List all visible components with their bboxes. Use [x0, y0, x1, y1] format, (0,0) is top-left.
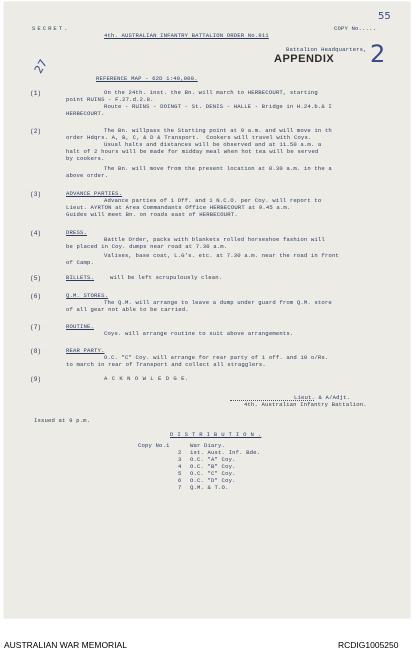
folio-number: 55 [378, 11, 391, 22]
para-number: (9) [30, 376, 42, 383]
reference-map: REFERENCE MAP - 62D 1:40,000. [96, 75, 198, 82]
distribution-recipient: O.C. "D" Coy. [190, 477, 236, 484]
distribution-heading: D I S T R I B U T I O N . [170, 431, 262, 438]
footer-institution: AUSTRALIAN WAR MEMORIAL [4, 640, 127, 650]
para-line: On the 24th. inst. the Bn. will march to HERBECOURT, starting [104, 89, 318, 96]
para-line: point RUINS - F.27.d.2.8. [66, 96, 154, 103]
para-line: be placed in Coy. dumps near road at 7.30 a.m. [66, 243, 228, 250]
para-line: Lieut. AYRTON at Area Commandants Office HERBECOURT at 9.45 a.m. [66, 204, 291, 211]
signature-unit: 4th. Australian Infantry Battalion. [244, 401, 367, 408]
margin-number: 27 [31, 57, 51, 76]
para-number: (8) [30, 348, 42, 355]
distribution-copy: 6 [178, 477, 182, 484]
para-line: by cookers. [66, 155, 105, 162]
signature-rank: Lieut. & A/Adjt. [294, 394, 351, 401]
hq-location: Battalion Headquarters, [286, 46, 367, 53]
para-heading: BILLETS. [66, 274, 95, 281]
para-line: The Bn. will move from the present location at 8.30 a.m. in the a [104, 165, 332, 172]
para-line: Usual halts and distances will be observed and at 11.50 a.m. a [104, 141, 322, 148]
para-line: The Bn. willpass the Starting point at 9 a.m. and will move in th [104, 127, 332, 134]
distribution-copy: 4 [178, 463, 182, 470]
para-number: (4) [30, 230, 42, 237]
para-line: above order. [66, 172, 109, 179]
distribution-copy: 3 [178, 456, 182, 463]
para-line: The Q.M. will arrange to leave a dump under guard from Q.M. store [104, 299, 332, 306]
para-number: (5) [30, 275, 42, 282]
para-heading: Q.M. STORES. [66, 292, 109, 299]
distribution-recipient: O.C. "B" Coy. [190, 463, 236, 470]
para-line: of all gear not able to be carried. [66, 306, 189, 313]
distribution-copy: 2 [178, 449, 182, 456]
para-line: Coys. will arrange routine to suit above arrangements. [104, 330, 294, 337]
appendix-stamp: APPENDIX [274, 53, 335, 65]
para-line: of Camp. [66, 259, 95, 266]
para-number: (3) [30, 191, 42, 198]
para-heading: REAR PARTY. [66, 347, 105, 354]
para-number: (7) [30, 324, 42, 331]
para-line: Guides will meet Bn. on roads east of HERBECOURT. [66, 211, 238, 218]
para-number: (2) [30, 128, 42, 135]
para-line: O.C. "C" Coy. will arrange for rear party of 1 off. and 10 o/Rs. [104, 354, 329, 361]
secret-label: SECRET. [32, 25, 70, 32]
para-line: halt of 2 hours will be made for midday meal when hot tea will be served [66, 148, 319, 155]
distribution-recipient: War Diary. [190, 442, 226, 449]
para-number: (1) [30, 90, 42, 97]
distribution-copy: 7 [178, 484, 182, 491]
para-line: Route - RUINS - DOINGT - St. DENIS - HALLE - Bridge in H.24.b.& I [104, 103, 332, 110]
para-heading: ADVANCE PARTIES. [66, 190, 123, 197]
distribution-recipient: Q.M. & T.O. [190, 484, 229, 491]
para-line: Advance parties of 1 Off. and 1 N.C.O. per Coy. will report to [104, 197, 322, 204]
footer-record-id: RCDIG1005250 [338, 640, 399, 650]
copy-number: COPY No..... [334, 25, 377, 32]
para-line: order Hdqrs. A, B, C, & D & Transport. Cookers will travel with Coys. [66, 134, 312, 141]
para-heading: ROUTINE. [66, 323, 95, 330]
para-line: Battle Order, packs with blankets rolled horseshoe fashion will [104, 236, 325, 243]
distribution-recipient: 1st. Aust. Inf. Bde. [190, 449, 261, 456]
order-title: 4th. AUSTRALIAN INFANTRY BATTALION ORDER No.911 [104, 32, 269, 39]
appendix-number: 2 [370, 40, 386, 68]
distribution-recipient: O.C. "C" Coy. [190, 470, 236, 477]
para-number: (6) [30, 293, 42, 300]
distribution-copy: 5 [178, 470, 182, 477]
para-line: to march in rear of Transport and collect all stragglers. [66, 361, 266, 368]
para-line: Valises, base coat, L.G's. etc. at 7.30 a.m. near the road in front [104, 252, 339, 259]
acknowledge-line: A C K N O W L E D G E. [104, 375, 189, 382]
issued-time: Issued at 9 p.m. [34, 417, 91, 424]
distribution-copy: Copy No.1 [138, 442, 170, 449]
document-page [4, 2, 410, 618]
para-heading: DRESS. [66, 229, 88, 236]
distribution-recipient: O.C. "A" Coy. [190, 456, 236, 463]
para-line: HERBECOURT. [66, 110, 105, 117]
para-line: will be left scrupulously clean. [110, 274, 223, 281]
